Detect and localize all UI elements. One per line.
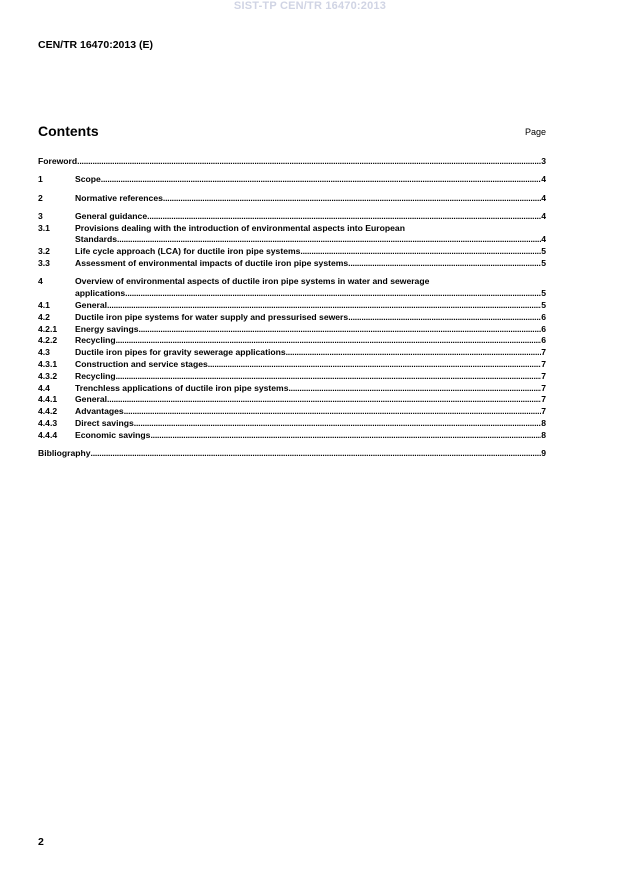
- toc-entry-title-line1: Overview of environmental aspects of ductile iron pipe systems in water and sewerage: [75, 276, 430, 287]
- toc-entry-number: 4.2.2: [38, 335, 58, 346]
- toc-entry-title: Ductile iron pipe systems for water supply and pressurised sewers: [75, 311, 349, 322]
- toc-entry-page: 4: [541, 210, 546, 221]
- toc-leader-dots: [91, 448, 542, 460]
- toc-entry-assessment[interactable]: [38, 258, 546, 270]
- toc-entry-title: Bibliography: [38, 448, 91, 459]
- toc-leader-dots: [77, 156, 541, 168]
- toc-leader-dots: [288, 383, 541, 395]
- toc-entry-page: 7: [541, 370, 546, 381]
- toc-entry-page: 4: [541, 234, 546, 245]
- toc-entry-page: 5: [541, 258, 546, 269]
- toc-entry-title: Scope: [75, 174, 101, 185]
- table-of-contents: [38, 156, 546, 460]
- toc-entry-page: 8: [541, 429, 546, 440]
- toc-entry-foreword[interactable]: [38, 156, 546, 168]
- toc-entry-title: Foreword: [38, 156, 78, 166]
- toc-entry-general-guidance[interactable]: [38, 211, 546, 223]
- toc-leader-dots: [208, 359, 541, 371]
- toc-entry-page: 7: [541, 382, 546, 393]
- toc-entry-page: 4: [541, 192, 546, 203]
- toc-entry-bibliography[interactable]: [38, 448, 546, 460]
- toc-entry-4-1-general[interactable]: [38, 300, 546, 312]
- toc-entry-page: 5: [541, 246, 546, 257]
- toc-entry-number: 2: [38, 192, 43, 203]
- page-column-label: Page: [524, 127, 546, 137]
- toc-entry-number: 4.4: [38, 382, 50, 393]
- toc-entry-number: 1: [38, 174, 43, 185]
- toc-leader-dots: [107, 394, 541, 406]
- toc-leader-dots: [300, 246, 541, 258]
- toc-entry-lca[interactable]: [38, 246, 546, 258]
- toc-entry-page: 5: [541, 288, 546, 299]
- toc-entry-title: General: [75, 394, 108, 405]
- toc-entry-construction[interactable]: [38, 359, 546, 371]
- toc-entry-page: 3: [541, 156, 546, 166]
- toc-entry-energy-savings[interactable]: [38, 324, 546, 336]
- toc-entry-number: 4: [38, 276, 43, 287]
- toc-entry-title-line1: Provisions dealing with the introduction of environmental aspects into European: [75, 222, 405, 233]
- toc-leader-dots: [124, 406, 542, 418]
- toc-entry-page: 7: [541, 358, 546, 369]
- toc-entry-number: 4.3.2: [38, 370, 58, 381]
- toc-leader-dots: [116, 335, 542, 347]
- toc-leader-dots: [101, 174, 541, 186]
- toc-leader-dots: [286, 347, 542, 359]
- toc-leader-dots: [117, 234, 541, 246]
- toc-entry-page: 8: [541, 417, 546, 428]
- toc-entry-title: Trenchless applications of ductile iron pipe systems: [75, 382, 289, 393]
- toc-entry-gravity-sewerage[interactable]: [38, 347, 546, 359]
- toc-entry-number: 4.3.1: [38, 358, 58, 369]
- toc-entry-title: Recycling: [75, 370, 116, 381]
- toc-entry-page: 6: [541, 311, 546, 322]
- toc-entry-title: Economic savings: [75, 429, 151, 440]
- toc-entry-title: Assessment of environmental impacts of ductile iron pipe systems: [75, 258, 349, 269]
- toc-entry-number: 4.1: [38, 299, 50, 310]
- toc-leader-dots: [348, 312, 541, 324]
- toc-entry-page: 5: [541, 299, 546, 310]
- toc-leader-dots: [116, 371, 542, 383]
- toc-entry-title: Standards: [75, 234, 118, 245]
- toc-entry-title: Advantages: [75, 406, 124, 417]
- toc-leader-dots: [125, 288, 541, 300]
- toc-entry-number: 4.4.1: [38, 394, 58, 405]
- watermark: SIST-TP CEN/TR 16470:2013: [233, 0, 387, 12]
- toc-entry-economic-savings[interactable]: [38, 430, 546, 442]
- toc-entry-number: 4.4.2: [38, 406, 58, 417]
- toc-entry-page: 4: [541, 174, 546, 185]
- toc-entry-number: 3.3: [38, 258, 50, 269]
- toc-entry-title: Direct savings: [75, 417, 134, 428]
- toc-entry-title: Recycling: [75, 335, 116, 346]
- toc-entry-scope[interactable]: [38, 174, 546, 186]
- toc-entry-provisions[interactable]: [38, 223, 546, 247]
- toc-entry-number: 4.2: [38, 311, 50, 322]
- toc-entry-water-supply[interactable]: [38, 312, 546, 324]
- toc-leader-dots: [134, 418, 541, 430]
- contents-heading: Contents: [38, 123, 99, 139]
- toc-leader-dots: [139, 324, 542, 336]
- toc-entry-page: 9: [541, 448, 546, 459]
- document-id: CEN/TR 16470:2013 (E): [38, 39, 153, 51]
- toc-entry-page: 6: [541, 335, 546, 346]
- toc-leader-dots: [163, 193, 541, 205]
- toc-entry-number: 4.4.3: [38, 417, 58, 428]
- toc-entry-title: Normative references: [75, 192, 163, 203]
- toc-entry-title: Construction and service stages: [75, 358, 208, 369]
- toc-entry-page: 7: [541, 347, 546, 358]
- toc-entry-normative-references[interactable]: [38, 193, 546, 205]
- toc-entry-direct-savings[interactable]: [38, 418, 546, 430]
- toc-entry-4-3-2-recycling[interactable]: [38, 371, 546, 383]
- page-number: 2: [38, 836, 44, 848]
- toc-entry-page: 7: [541, 394, 546, 405]
- toc-entry-title: Energy savings: [75, 323, 139, 334]
- toc-entry-title: Ductile iron pipes for gravity sewerage applications: [75, 347, 286, 358]
- toc-entry-page: 7: [541, 406, 546, 417]
- toc-leader-dots: [147, 211, 541, 223]
- toc-entry-number: 4.3: [38, 347, 50, 358]
- toc-entry-number: 3: [38, 210, 43, 221]
- toc-entry-title: Life cycle approach (LCA) for ductile iron pipe systems: [75, 246, 301, 257]
- toc-entry-number: 4.4.4: [38, 429, 58, 440]
- toc-entry-trenchless[interactable]: [38, 383, 546, 395]
- toc-entry-overview[interactable]: [38, 276, 546, 300]
- toc-leader-dots: [150, 430, 541, 442]
- toc-entry-advantages[interactable]: [38, 406, 546, 418]
- toc-entry-number: 3.1: [38, 222, 50, 233]
- toc-entry-number: 4.2.1: [38, 323, 58, 334]
- toc-entry-title: General guidance: [75, 210, 148, 221]
- toc-entry-4-2-2-recycling[interactable]: [38, 335, 546, 347]
- toc-leader-dots: [107, 300, 541, 312]
- toc-entry-title: applications: [75, 288, 126, 299]
- toc-entry-4-4-1-general[interactable]: [38, 394, 546, 406]
- toc-entry-page: 6: [541, 323, 546, 334]
- toc-entry-title: General: [75, 299, 108, 310]
- toc-entry-number: 3.2: [38, 246, 50, 257]
- toc-leader-dots: [348, 258, 541, 270]
